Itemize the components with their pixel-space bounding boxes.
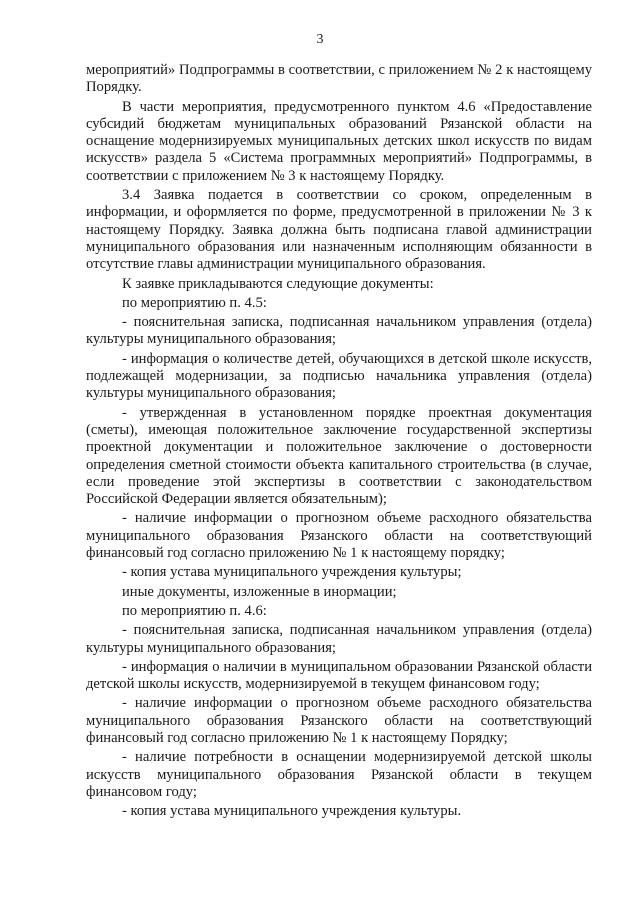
list-item: - наличие информации о прогнозном объеме расходного обязательства муниципального образования Рязанского области на соответствующий финансовый год согласно приложению № 1 к настоящему порядку; xyxy=(86,510,592,562)
page-number: 3 xyxy=(316,32,324,47)
list-item: - информация о наличии в муниципальном образовании Рязанской области детской школы искусств, модернизируемой в текущем финансовом году; xyxy=(86,658,592,693)
list-item: - копия устава муниципального учреждения культуры; xyxy=(122,564,462,581)
list-item: - наличие потребности в оснащении модернизируемой детской школы искусств муниципального образования Рязанской области в текущем финансовом году; xyxy=(86,749,592,800)
paragraph: иные документы, изложенные в инормации; xyxy=(122,583,397,600)
paragraph: мероприятий» Подпрограммы в соответствии, с приложением № 2 к настоящему Порядку. xyxy=(86,62,592,96)
list-item: - копия устава муниципального учреждения культуры. xyxy=(122,803,462,820)
paragraph: 3.4 Заявка подается в соответствии со сроком, определенным в информации, и оформляется по форме, предусмотренной в приложении № 3 к настоящему Порядку. Заявка должна быть подписана главой администрации муниципального образования или назначенным исполняющим обязанности в отсутствие главы администрации муниципального образования. xyxy=(86,187,592,273)
paragraph: по мероприятию п. 4.5: xyxy=(122,294,267,311)
paragraph: по мероприятию п. 4.6: xyxy=(122,602,267,619)
list-item: - информация о количестве детей, обучающихся в детской школе искусств, подлежащей модернизации, за подписью начальника управления (отдела) культуры муниципального образования; xyxy=(86,350,592,402)
list-item: - пояснительная записка, подписанная начальником управления (отдела) культуры муниципального образования; xyxy=(86,314,592,348)
list-item: - утвержденная в установленном порядке проектная документация (сметы), имеющая положительное заключение государственной экспертизы проектной документации и положительное заключение о достоверности определения сметной стоимости объекта капитального строительства (в случае, если проведение этой экспертизы в соответствии с законодательством Российской Федерации является обязательным); xyxy=(86,404,592,508)
paragraph: К заявке прикладываются следующие документы: xyxy=(122,275,434,292)
paragraph: В части мероприятия, предусмотренного пунктом 4.6 «Предоставление субсидий бюджетам муниципальных образований Рязанской области на оснащение модернизируемых муниципальных детских школ искусств по видам искусств» раздела 5 «Система программных мероприятий» Подпрограммы, в соответствии с приложением № 3 к настоящему Порядку. xyxy=(86,98,592,184)
list-item: - пояснительная записка, подписанная начальником управления (отдела) культуры муниципального образования; xyxy=(86,622,592,656)
document-body xyxy=(86,62,592,822)
list-item: - наличие информации о прогнозном объеме расходного обязательства муниципального образования Рязанского области на соответствующий финансовый год согласно приложению № 1 к настоящему Порядку; xyxy=(86,695,592,746)
